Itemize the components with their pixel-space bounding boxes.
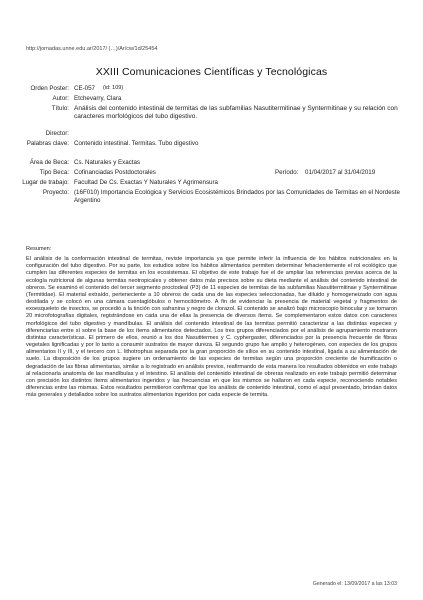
proyecto-value: (16F010) Importancia Ecológica y Servicios Ecosistémicos Brindados por las Comunidades de Termitas en el Nordeste Argentino (74, 189, 400, 204)
autor-value: Etchevarry, Clara (74, 95, 122, 102)
periodo-label: Período: (275, 169, 299, 176)
page-url: http://jornadas.unne.edu.ar/2017/ (…)/Ar/cw/1d/25454 (26, 46, 158, 52)
field-label: Director: (45, 130, 69, 137)
palabras-value: Contenido intestinal. Termitas. Tubo digestivo (74, 140, 199, 147)
page-title: XXIII Comunicaciones Científicas y Tecnológicas (95, 66, 328, 78)
titulo-value: Análisis del contenido intestinal de termitas de las subfamilias Nasutitermitinae y Syntermitinae y su relación con caracteres morfológicos del tubo digestivo. (74, 105, 398, 120)
field-label: Lugar de trabajo: (22, 179, 69, 186)
orden-id: (id: 109) (103, 85, 124, 91)
field-label: Orden Poster: (30, 85, 69, 92)
tipo-value: Cofinanciadas Postdoctorales (74, 169, 156, 176)
field-label: Palabras clave: (26, 140, 69, 147)
abstract-text: El análisis de la conformación intestinal de termitas, reviste importancia ya que permite inferir la influencia de los hábitos nutricionales en la configuración del tubo digestivo. Por su parte, los estudios sobre los hábitos alimentarios permiten determinar fehacientemente el rol ecológico que cumplen las diferentes especies de termitas en los ecosistemas. El objetivo de este trabajo fue el de ampliar las referencias previas acerca de la ecología nutricional de algunas termitas neotropicales y obtener datos más precisos sobre su dieta mediante el análisis del contenido intestinal de obreros. Se examinó el contenido del tercer segmento proctodeal (P3) de 11 especies de termitas de las subfamilias Nasutitermitinae y Syntermitinae (Termitidae). El material extraído, perteneciente a 10 obreros de cada una de las especies seleccionadas, fue diluido y homogeneizado con agua destilada y se colocó en una cámara cuentaglóbulos o hemocitómetro. A fin de evidenciar la presencia de material vegetal y fragmentos de exoesqueleto de insectos, se procedió a la tinción con safranina y negro de clorazol. El contenido se analizó bajo microscopio binocular y se tomaron 20 microfotografías digitales, registrándose en cada una de ellas la presencia de diversos ítems. Se complementaron estos datos con caracteres morfológicos del tubo digestivo y mandíbulas. El análisis del contenido intestinal de las termitas permitió caracterizar a las distintas especies y diferenciarlas entre sí sobre la base de los ítems alimentarios detectados. Los tres grupos diferenciados por el análisis de agrupamiento mostraron distintas características. El primero de ellos, reunió a los dos Nasutitermes y C. cyphergaster, diferenciados por la presencia frecuente de fibras vegetales lignificadas y por lo tanto a consumir sustratos de mayor dureza. El segundo grupo fue amplio y heterogéneo, con especies de los grupos alimentarios II y III, y el tercero con L. lithotrophus separada por la gran proporción de sílice en su contenido intestinal, ligada a su alimentación de suelo. La disposición de los grupos sugiere un ordenamiento de las especies de termitas según una proporción creciente de humificación o degradación de las fibras alimentarias, similar a lo registrado en análisis previos, reafirmando de esta manera los resultados obtenidos en este trabajo al relacionarla anatomía de las mandíbulas y el intestino. El análisis del contenido intestinal de obreras realizado en este trabajo permitió determinar con precisión los distintos ítems alimentarios ingeridos y las frecuencias en que los mismos se hallaron en cada especie, reconociendo notables diferencias entre las mismas. Estos resultados permitieron confirmar que los análisis de contenido intestinal, como el aquí presentado, brindan datos más generales y detallados sobre los sustratos alimentarios ingeridos por cada especie de termita. (26, 256, 397, 399)
lugar-value: Facultad De Cs. Exactas Y Naturales Y Agrimensura (74, 179, 218, 186)
abstract (26, 246, 397, 399)
periodo-value: 01/04/2017 al 31/04/2019 (305, 169, 376, 176)
generated-timestamp: Generado el: 13/09/2017 a las 13:03 (312, 581, 397, 587)
area-value: Cs. Naturales y Exactas (74, 159, 141, 166)
field-label: Autor: (52, 95, 69, 102)
field-label: Área de Beca: (29, 159, 69, 166)
abstract-heading: Resumen: (26, 246, 52, 252)
orden-value: CE-057 (74, 85, 95, 92)
field-label: Título: (51, 105, 69, 112)
field-label: Tipo Beca: (39, 169, 69, 176)
field-label: Proyecto: (42, 189, 69, 196)
